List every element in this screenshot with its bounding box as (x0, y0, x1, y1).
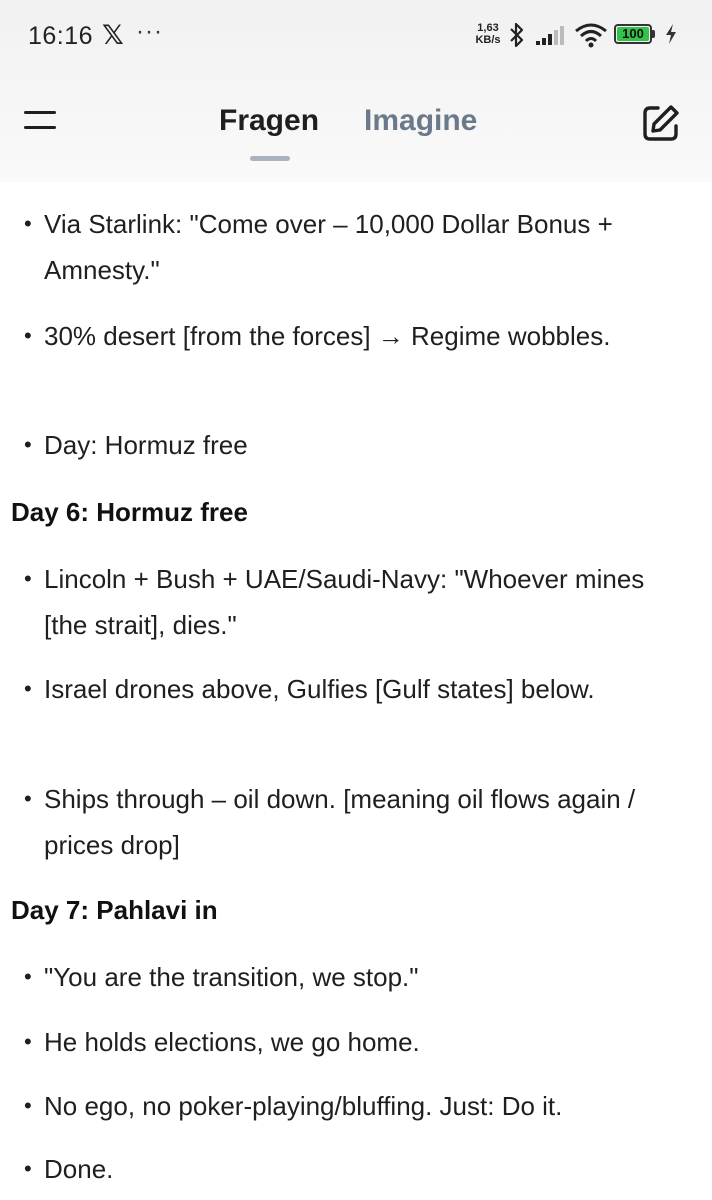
battery-tip (652, 30, 655, 38)
bullet-marker: • (24, 1029, 32, 1054)
battery-level: 100 (617, 27, 649, 41)
list-item-text: No ego, no poker-playing/bluffing. Just: Do it. (44, 1091, 563, 1121)
top-bar (0, 0, 712, 182)
section-heading-day-6: Day 6: Hormuz free (11, 497, 248, 527)
list-item-text: Done. (44, 1154, 114, 1184)
status-bar (0, 0, 712, 70)
tab-fragen[interactable]: Fragen (219, 104, 320, 137)
charging-icon (664, 23, 678, 45)
battery-icon (614, 24, 652, 44)
list-item-text: Day: Hormuz free (44, 430, 248, 460)
bullet-marker: • (24, 964, 32, 989)
bullet-marker: • (24, 211, 32, 236)
list-item-text: Via Starlink: "Come over – 10,000 Dollar Bonus + Amnesty." (44, 209, 613, 285)
x-app-icon: 𝕏 (102, 20, 124, 50)
list-item-text: Israel drones above, Gulfies [Gulf states] below. (44, 674, 595, 704)
menu-icon[interactable] (24, 108, 58, 134)
bullet-marker: • (24, 323, 32, 348)
status-time: 16:16 (28, 22, 94, 50)
list-item-text: Lincoln + Bush + UAE/Saudi-Navy: "Whoever mines [the strait], dies." (44, 564, 645, 640)
more-notifications-icon: ··· (136, 18, 163, 45)
network-speed (472, 22, 504, 46)
tab-imagine[interactable]: Imagine (364, 104, 478, 137)
bullet-marker: • (24, 786, 32, 811)
bullet-marker: • (24, 1156, 32, 1181)
bluetooth-icon (508, 22, 526, 48)
list-item-text: He holds elections, we go home. (44, 1027, 420, 1057)
network-speed-unit: KB/s (475, 34, 501, 46)
list-item-text: 30% desert [from the forces] → Regime wobbles. (44, 321, 611, 351)
bullet-marker: • (24, 566, 32, 591)
active-tab-indicator (250, 156, 290, 161)
list-item-text: Ships through – oil down. [meaning oil flows again / prices drop] (44, 784, 636, 860)
new-chat-icon[interactable] (640, 102, 682, 144)
bullet-marker: • (24, 432, 32, 457)
cell-signal-icon (536, 26, 566, 46)
wifi-icon (574, 22, 608, 48)
bullet-marker: • (24, 1093, 32, 1118)
list-item-text: "You are the transition, we stop." (44, 962, 419, 992)
bullet-marker: • (24, 676, 32, 701)
network-speed-value: 1,63 (477, 22, 499, 34)
section-heading-day-7: Day 7: Pahlavi in (11, 895, 218, 925)
